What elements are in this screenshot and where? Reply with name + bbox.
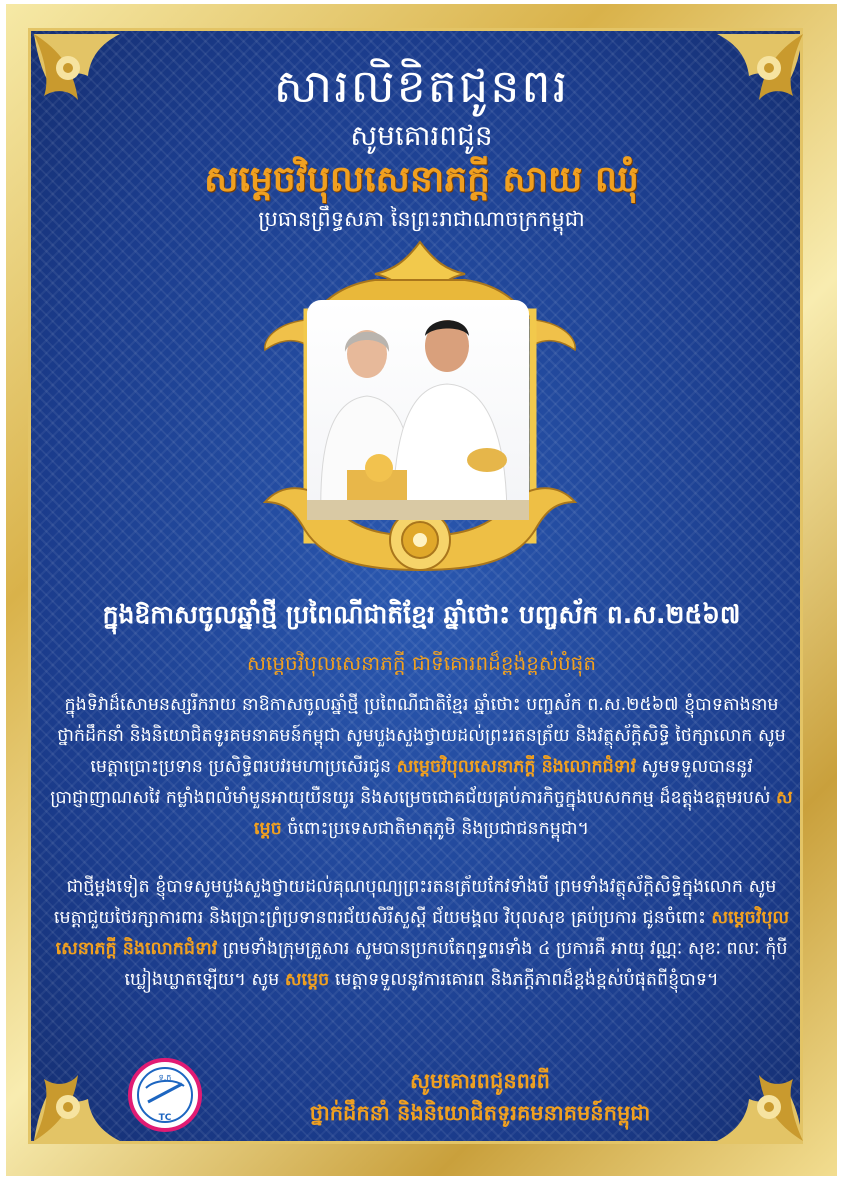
respect-line: សូមគោរពជូន (350, 119, 493, 152)
paragraph-text: មេត្តាទទួលនូវការគោរព និងភក្តីភាពដ៏ខ្ពង់ខ្ពស់បំផុតពីខ្ញុំបាទ។ (329, 970, 719, 990)
logo-text-bottom: TC (158, 1113, 172, 1123)
wish-heading: សម្តេចវិបុលសេនាភក្តី ជាទីគោរពដ៏ខ្ពង់ខ្ពស់បំផុត (246, 651, 597, 675)
honoree-position: ប្រធានព្រឹទ្ធសភា នៃព្រះរាជាណាចក្រកម្ពុជា (258, 207, 585, 231)
body-paragraph-1 (48, 690, 795, 845)
paragraph-text: សូមទទួលបាននូវប្រាជ្ញាញាណសវៃ កម្លាំងពលំមាំមួនអាយុយឺនយូរ និងសម្រេចជោគជ័យគ្រប់ភារកិច្ចក្នុងបេសកកម្ម ដ៏ឧត្តុងឧត្តមរបស់ (50, 757, 777, 808)
photo-frame (255, 240, 585, 595)
paragraph-text: ព្រមទាំងក្រុមគ្រួសារ សូមបានប្រកបតែពុទ្ធពរទាំង ៤ ប្រការគឺ អាយុ វណ្ណៈ សុខៈ ពលៈ កុំបីឃ្លៀងឃ្លាតឡើយ។ សូម (124, 939, 788, 990)
paragraph-text: ជាថ្មីម្តងទៀត ខ្ញុំបាទសូមបួងសួងថ្វាយដល់គុណបុណ្យព្រះរតនត្រ័យកែវទាំងបី ព្រមទាំងវត្ថុស័ក្តិសិទ្ធិក្នុងលោក សូមមេត្តាជួយថៃរក្សាការពារ និងប្រោះព្រំប្រទានពរជ័យសិរីសួស្តី ជ័យមង្គល វិបុលសុខ គ្រប់ប្រការ ជូនចំពោះ (53, 877, 777, 928)
telecom-cambodia-logo (128, 1058, 202, 1132)
honoree-name: សម្តេចវិបុលសេនាភក្តី សាយ ឈុំ (204, 159, 639, 200)
signature-line-1: សូមគោរពជូនពរពី (410, 1069, 550, 1093)
paragraph-text: ចំពោះប្រទេសជាតិមាតុភូមិ និងប្រជាជនកម្ពុជា។ (281, 819, 590, 839)
paragraph-text: ក្នុងទិវាដ៏សោមនស្សរីករាយ នាឱកាសចូលឆ្នាំថ្មី ប្រពៃណីជាតិខ្មែរ ឆ្នាំថោះ បញ្ចស័ក ព.ស.២៥៦៧ ខ្ញុំបាទតាងនាម ថ្នាក់ដឹកនាំ និងនិយោជិតទូរគមនាគមន៍កម្ពុជា សូមបួងសួងថ្វាយដល់ព្រះរតនត្រ័យ និងវត្ថុស័ក្តិសិទ្ធិ ថៃក្សាលោក សូមមេត្តាប្រោះប្រទាន ប្រសិទ្ធិពរបវរមហាប្រសើរជូន (57, 695, 786, 777)
card-title: សារលិខិតជូនពរ (273, 59, 570, 113)
couple-photo (307, 300, 529, 520)
highlight-text: សម្តេចវិបុលសេនាភក្តី និងលោកជំទាវ (396, 757, 636, 777)
logo-text-top: ទ.ក (158, 1073, 172, 1082)
highlight-text: សម្តេច (253, 788, 793, 839)
highlight-text: សម្តេចវិបុលសេនាភក្តី និងលោកជំទាវ (55, 908, 790, 959)
body-paragraph-2 (48, 872, 795, 996)
signature-line-2: ថ្នាក់ដឹកនាំ និងនិយោជិតទូរគមនាគមន៍កម្ពុជា (309, 1101, 651, 1125)
highlight-text: សម្តេច (284, 970, 330, 990)
occasion-heading: ក្នុងឱកាសចូលឆ្នាំថ្មី ប្រពៃណីជាតិខ្មែរ ឆ្នាំថោះ បញ្ចស័ក ព.ស.២៥៦៧ (102, 600, 741, 629)
